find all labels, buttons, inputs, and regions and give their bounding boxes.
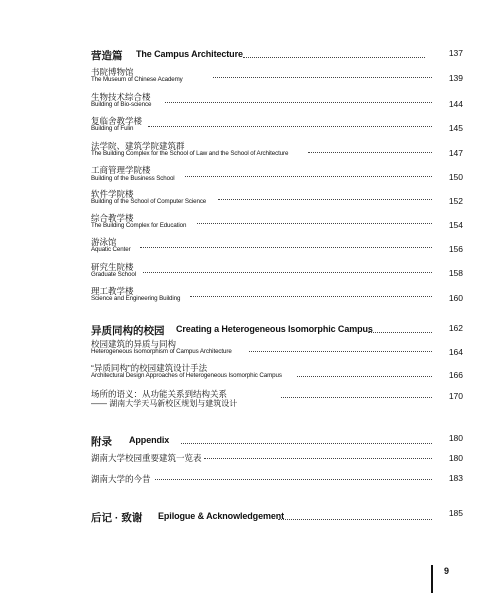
section-title-en: Appendix [129,435,170,445]
dot-leader [249,351,432,352]
dot-leader [181,443,432,444]
dot-leader [218,199,432,200]
section-title-en: Epilogue & Acknowledgement [158,511,285,521]
dot-leader [213,77,432,78]
entry-title-zh: 书院博物馆 [91,67,134,77]
entry-title-en: Building of Bio-science [91,101,152,108]
entry-title-zh: 理工教学楼 [91,286,134,296]
dot-leader [140,247,432,248]
entry-title-zh: 复临舍教学楼 [91,116,143,126]
dot-leader [297,376,432,377]
entry-title-zh: 工商管理学院楼 [91,165,151,175]
entry-title-zh: 游泳馆 [91,237,117,247]
page-number: 9 [444,566,450,576]
entry-page-number: 160 [448,293,463,303]
dot-leader [190,296,432,297]
entry-page-number: 158 [448,268,463,278]
entry-title-en: The Building Complex for Education [91,222,187,229]
section-title-zh: 营造篇 [91,50,123,62]
dot-leader [243,57,425,58]
entry-title-zh: 综合教学楼 [91,213,134,223]
entry-page-number: 164 [448,347,463,357]
section-page-number: 162 [448,323,463,333]
dot-leader [165,102,432,103]
entry-title-en: The Museum of Chinese Academy [91,76,183,83]
dot-leader [143,272,432,273]
entry-title-en: The Building Complex for the School of Law and the School of Architecture [91,150,289,157]
entry-page-number: 139 [448,73,463,83]
entry-page-number: 150 [448,172,463,182]
entry-title-zh: “异质同构”的校园建筑设计手法 [91,363,208,373]
entry-page-number: 145 [448,123,463,133]
entry-title-en: Aquatic Center [91,246,131,253]
section-title-en: The Campus Architecture [136,49,243,59]
entry-title-en: Science and Engineering Building [91,295,181,302]
section-title-zh: 后记 · 致谢 [91,512,143,524]
entry-page-number: 170 [448,391,463,401]
entry-title-zh: 法学院、建筑学院建筑群 [91,141,185,151]
section-title-en: Creating a Heterogeneous Isomorphic Campus [176,324,373,334]
entry-page-number: 147 [448,148,463,158]
dot-leader [204,458,432,459]
entry-page-number: 156 [448,244,463,254]
entry-title-zh: 生物技术综合楼 [91,92,151,102]
entry-title-en: Building of the Business School [91,175,175,182]
entry-title-zh: 场所的语义：从功能关系到结构关系 [91,389,228,399]
dot-leader [155,479,432,480]
entry-page-number: 152 [448,196,463,206]
dot-leader [308,152,432,153]
entry-page-number: 154 [448,220,463,230]
entry-title-en: Heterogeneous Isomorphism of Campus Architecture [91,348,232,355]
folio-rule [431,565,433,593]
entry-page-number: 183 [448,473,463,483]
section-title-zh: 异质同构的校园 [91,325,165,337]
section-title-zh: 附录 [91,436,112,448]
entry-title-zh: 湖南大学校园重要建筑一览表 [91,453,202,463]
entry-title-en: Architectural Design Approaches of Heterogeneous Isomorphic Campus [91,372,282,379]
entry-page-number: 144 [448,99,463,109]
entry-title-zh: 研究生院楼 [91,262,134,272]
entry-subtitle: —— 湖南大学天马新校区规划与建筑设计 [91,399,238,408]
entry-title-en: Building of Fulin [91,125,134,132]
dot-leader [148,126,432,127]
section-page-number: 185 [448,508,463,518]
entry-title-en: Building of the School of Computer Science [91,198,207,205]
entry-title-zh: 湖南大学的今昔 [91,474,151,484]
entry-page-number: 180 [448,453,463,463]
entry-title-zh: 软件学院楼 [91,189,134,199]
dot-leader [278,519,432,520]
dot-leader [281,397,432,398]
section-page-number: 180 [448,433,463,443]
dot-leader [185,176,432,177]
entry-page-number: 166 [448,370,463,380]
dot-leader [197,223,432,224]
section-page-number: 137 [448,48,463,58]
entry-title-zh: 校园建筑的异质与同构 [91,339,177,349]
entry-title-en: Graduate School [91,271,136,278]
